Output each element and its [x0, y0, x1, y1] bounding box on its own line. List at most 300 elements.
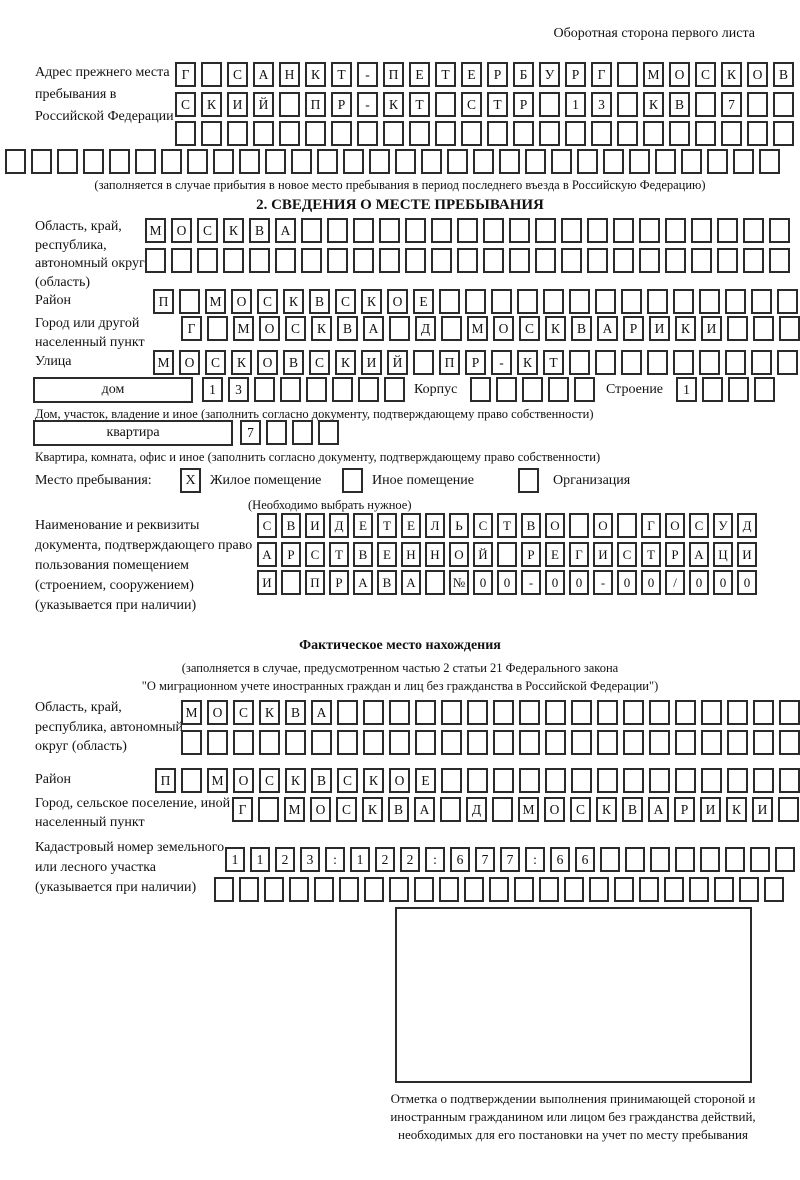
char-cell[interactable]: Т: [497, 513, 517, 538]
char-cell[interactable]: Г: [641, 513, 661, 538]
char-cell[interactable]: [464, 877, 484, 902]
char-cell[interactable]: [227, 121, 248, 146]
char-cell[interactable]: С: [257, 513, 277, 538]
char-cell[interactable]: 1: [676, 377, 697, 402]
char-cell[interactable]: Д: [415, 316, 436, 341]
char-cell[interactable]: [514, 877, 534, 902]
char-cell[interactable]: Е: [413, 289, 434, 314]
char-cell[interactable]: С: [175, 92, 196, 117]
house-number-row[interactable]: [202, 377, 410, 402]
char-cell[interactable]: А: [401, 570, 421, 595]
char-cell[interactable]: Р: [521, 542, 541, 567]
char-cell[interactable]: 0: [497, 570, 517, 595]
char-cell[interactable]: [470, 377, 491, 402]
char-cell[interactable]: [589, 877, 609, 902]
char-cell[interactable]: 1: [350, 847, 370, 872]
char-cell[interactable]: [57, 149, 78, 174]
prev-address-row-3[interactable]: [175, 121, 799, 146]
char-cell[interactable]: [187, 149, 208, 174]
char-cell[interactable]: Р: [331, 92, 352, 117]
actual-region-row-2[interactable]: [181, 730, 800, 755]
char-cell[interactable]: В: [669, 92, 690, 117]
char-cell[interactable]: [753, 700, 774, 725]
char-cell[interactable]: [259, 730, 280, 755]
char-cell[interactable]: К: [721, 62, 742, 87]
prev-address-row-4[interactable]: [5, 149, 785, 174]
flat-type-box[interactable]: квартира: [33, 420, 233, 446]
char-cell[interactable]: А: [257, 542, 277, 567]
char-cell[interactable]: -: [521, 570, 541, 595]
char-cell[interactable]: [571, 730, 592, 755]
char-cell[interactable]: Л: [425, 513, 445, 538]
char-cell[interactable]: [109, 149, 130, 174]
char-cell[interactable]: [673, 289, 694, 314]
char-cell[interactable]: [179, 289, 200, 314]
char-cell[interactable]: [467, 700, 488, 725]
char-cell[interactable]: [519, 700, 540, 725]
char-cell[interactable]: [551, 149, 572, 174]
char-cell[interactable]: [779, 700, 800, 725]
char-cell[interactable]: [214, 877, 234, 902]
char-cell[interactable]: [207, 730, 228, 755]
char-cell[interactable]: Ь: [449, 513, 469, 538]
char-cell[interactable]: [435, 92, 456, 117]
char-cell[interactable]: М: [153, 350, 174, 375]
char-cell[interactable]: К: [305, 62, 326, 87]
char-cell[interactable]: [431, 248, 452, 273]
char-cell[interactable]: 0: [545, 570, 565, 595]
char-cell[interactable]: К: [362, 797, 383, 822]
char-cell[interactable]: [773, 92, 794, 117]
char-cell[interactable]: [728, 377, 749, 402]
char-cell[interactable]: [617, 62, 638, 87]
char-cell[interactable]: Ц: [713, 542, 733, 567]
char-cell[interactable]: [358, 377, 379, 402]
char-cell[interactable]: [389, 730, 410, 755]
char-cell[interactable]: [707, 149, 728, 174]
char-cell[interactable]: П: [155, 768, 176, 793]
char-cell[interactable]: [655, 149, 676, 174]
char-cell[interactable]: [337, 700, 358, 725]
char-cell[interactable]: С: [197, 218, 218, 243]
char-cell[interactable]: Т: [435, 62, 456, 87]
char-cell[interactable]: [681, 149, 702, 174]
char-cell[interactable]: 2: [375, 847, 395, 872]
char-cell[interactable]: К: [335, 350, 356, 375]
char-cell[interactable]: [327, 218, 348, 243]
char-cell[interactable]: [759, 149, 780, 174]
char-cell[interactable]: [649, 700, 670, 725]
char-cell[interactable]: [497, 542, 517, 567]
char-cell[interactable]: [747, 92, 768, 117]
char-cell[interactable]: [673, 350, 694, 375]
char-cell[interactable]: [545, 768, 566, 793]
char-cell[interactable]: [280, 377, 301, 402]
char-cell[interactable]: 0: [641, 570, 661, 595]
char-cell[interactable]: [665, 248, 686, 273]
char-cell[interactable]: [539, 92, 560, 117]
char-cell[interactable]: [561, 218, 582, 243]
char-cell[interactable]: [457, 218, 478, 243]
char-cell[interactable]: О: [257, 350, 278, 375]
char-cell[interactable]: В: [773, 62, 794, 87]
char-cell[interactable]: [439, 289, 460, 314]
char-cell[interactable]: Т: [329, 542, 349, 567]
char-cell[interactable]: [493, 700, 514, 725]
char-cell[interactable]: [483, 218, 504, 243]
char-cell[interactable]: [291, 149, 312, 174]
char-cell[interactable]: [413, 350, 434, 375]
char-cell[interactable]: В: [337, 316, 358, 341]
char-cell[interactable]: [379, 248, 400, 273]
char-cell[interactable]: Г: [591, 62, 612, 87]
char-cell[interactable]: [213, 149, 234, 174]
char-cell[interactable]: Е: [415, 768, 436, 793]
char-cell[interactable]: О: [544, 797, 565, 822]
char-cell[interactable]: Е: [353, 513, 373, 538]
char-cell[interactable]: [239, 877, 259, 902]
char-cell[interactable]: [441, 316, 462, 341]
char-cell[interactable]: М: [205, 289, 226, 314]
char-cell[interactable]: [564, 877, 584, 902]
char-cell[interactable]: 7: [475, 847, 495, 872]
char-cell[interactable]: [384, 377, 405, 402]
char-cell[interactable]: К: [223, 218, 244, 243]
char-cell[interactable]: [754, 377, 775, 402]
char-cell[interactable]: Е: [461, 62, 482, 87]
char-cell[interactable]: [175, 121, 196, 146]
char-cell[interactable]: 6: [575, 847, 595, 872]
char-cell[interactable]: О: [207, 700, 228, 725]
char-cell[interactable]: М: [284, 797, 305, 822]
char-cell[interactable]: К: [596, 797, 617, 822]
char-cell[interactable]: Е: [377, 542, 397, 567]
char-cell[interactable]: [591, 121, 612, 146]
char-cell[interactable]: М: [518, 797, 539, 822]
char-cell[interactable]: [629, 149, 650, 174]
char-cell[interactable]: [702, 377, 723, 402]
char-cell[interactable]: [311, 730, 332, 755]
char-cell[interactable]: [467, 730, 488, 755]
char-cell[interactable]: В: [249, 218, 270, 243]
char-cell[interactable]: [691, 248, 712, 273]
char-cell[interactable]: [425, 570, 445, 595]
char-cell[interactable]: [777, 289, 798, 314]
char-cell[interactable]: [621, 289, 642, 314]
char-cell[interactable]: :: [425, 847, 445, 872]
actual-city-row[interactable]: [232, 797, 800, 822]
char-cell[interactable]: -: [357, 92, 378, 117]
char-cell[interactable]: К: [675, 316, 696, 341]
char-cell[interactable]: [714, 877, 734, 902]
char-cell[interactable]: [383, 121, 404, 146]
char-cell[interactable]: И: [361, 350, 382, 375]
char-cell[interactable]: [525, 149, 546, 174]
char-cell[interactable]: [239, 149, 260, 174]
region-row-1[interactable]: [145, 218, 795, 243]
char-cell[interactable]: [577, 149, 598, 174]
char-cell[interactable]: [717, 218, 738, 243]
char-cell[interactable]: В: [388, 797, 409, 822]
char-cell[interactable]: [389, 316, 410, 341]
char-cell[interactable]: Т: [377, 513, 397, 538]
char-cell[interactable]: [363, 730, 384, 755]
char-cell[interactable]: [639, 248, 660, 273]
char-cell[interactable]: [339, 877, 359, 902]
char-cell[interactable]: [289, 877, 309, 902]
char-cell[interactable]: [197, 248, 218, 273]
char-cell[interactable]: [343, 149, 364, 174]
char-cell[interactable]: [639, 218, 660, 243]
char-cell[interactable]: [647, 350, 668, 375]
checkbox-residential[interactable]: X: [180, 468, 201, 493]
stroenie-row[interactable]: [676, 377, 780, 402]
char-cell[interactable]: [405, 218, 426, 243]
char-cell[interactable]: [773, 121, 794, 146]
char-cell[interactable]: [499, 149, 520, 174]
char-cell[interactable]: [305, 121, 326, 146]
char-cell[interactable]: [517, 289, 538, 314]
char-cell[interactable]: А: [253, 62, 274, 87]
char-cell[interactable]: [643, 121, 664, 146]
char-cell[interactable]: К: [643, 92, 664, 117]
char-cell[interactable]: С: [519, 316, 540, 341]
char-cell[interactable]: [405, 248, 426, 273]
char-cell[interactable]: [457, 248, 478, 273]
char-cell[interactable]: [415, 700, 436, 725]
char-cell[interactable]: [181, 730, 202, 755]
char-cell[interactable]: [699, 350, 720, 375]
char-cell[interactable]: [161, 149, 182, 174]
char-cell[interactable]: О: [231, 289, 252, 314]
char-cell[interactable]: [249, 248, 270, 273]
char-cell[interactable]: Й: [387, 350, 408, 375]
char-cell[interactable]: [779, 316, 800, 341]
char-cell[interactable]: 1: [565, 92, 586, 117]
char-cell[interactable]: К: [361, 289, 382, 314]
char-cell[interactable]: Й: [253, 92, 274, 117]
char-cell[interactable]: [777, 350, 798, 375]
char-cell[interactable]: [545, 730, 566, 755]
char-cell[interactable]: [721, 121, 742, 146]
char-cell[interactable]: А: [689, 542, 709, 567]
char-cell[interactable]: В: [377, 570, 397, 595]
char-cell[interactable]: [647, 289, 668, 314]
char-cell[interactable]: К: [283, 289, 304, 314]
char-cell[interactable]: [447, 149, 468, 174]
char-cell[interactable]: В: [353, 542, 373, 567]
char-cell[interactable]: [623, 700, 644, 725]
char-cell[interactable]: [617, 121, 638, 146]
char-cell[interactable]: 2: [275, 847, 295, 872]
char-cell[interactable]: [675, 700, 696, 725]
char-cell[interactable]: [699, 289, 720, 314]
char-cell[interactable]: С: [617, 542, 637, 567]
char-cell[interactable]: [317, 149, 338, 174]
char-cell[interactable]: 7: [500, 847, 520, 872]
char-cell[interactable]: [751, 350, 772, 375]
cadastre-row-2[interactable]: [214, 877, 789, 902]
street-row[interactable]: [153, 350, 800, 375]
char-cell[interactable]: [254, 377, 275, 402]
char-cell[interactable]: [727, 730, 748, 755]
actual-district-row[interactable]: [155, 768, 800, 793]
char-cell[interactable]: О: [545, 513, 565, 538]
char-cell[interactable]: Е: [401, 513, 421, 538]
char-cell[interactable]: С: [689, 513, 709, 538]
char-cell[interactable]: [233, 730, 254, 755]
char-cell[interactable]: И: [257, 570, 277, 595]
char-cell[interactable]: [31, 149, 52, 174]
char-cell[interactable]: С: [570, 797, 591, 822]
korpus-row[interactable]: [470, 377, 600, 402]
char-cell[interactable]: [561, 248, 582, 273]
char-cell[interactable]: [727, 316, 748, 341]
char-cell[interactable]: [275, 248, 296, 273]
char-cell[interactable]: [414, 877, 434, 902]
char-cell[interactable]: Б: [513, 62, 534, 87]
char-cell[interactable]: И: [737, 542, 757, 567]
char-cell[interactable]: К: [363, 768, 384, 793]
char-cell[interactable]: [353, 218, 374, 243]
char-cell[interactable]: К: [517, 350, 538, 375]
char-cell[interactable]: [264, 877, 284, 902]
char-cell[interactable]: О: [310, 797, 331, 822]
char-cell[interactable]: С: [337, 768, 358, 793]
char-cell[interactable]: И: [700, 797, 721, 822]
char-cell[interactable]: [595, 350, 616, 375]
char-cell[interactable]: [171, 248, 192, 273]
char-cell[interactable]: [764, 877, 784, 902]
char-cell[interactable]: 7: [721, 92, 742, 117]
char-cell[interactable]: [675, 847, 695, 872]
char-cell[interactable]: [145, 248, 166, 273]
char-cell[interactable]: [327, 248, 348, 273]
char-cell[interactable]: [753, 768, 774, 793]
char-cell[interactable]: [779, 730, 800, 755]
char-cell[interactable]: [614, 877, 634, 902]
char-cell[interactable]: [639, 877, 659, 902]
char-cell[interactable]: С: [335, 289, 356, 314]
confirmation-mark-box[interactable]: [395, 907, 752, 1083]
char-cell[interactable]: М: [233, 316, 254, 341]
char-cell[interactable]: [389, 700, 410, 725]
char-cell[interactable]: 0: [689, 570, 709, 595]
char-cell[interactable]: [435, 121, 456, 146]
char-cell[interactable]: И: [649, 316, 670, 341]
char-cell[interactable]: Р: [487, 62, 508, 87]
char-cell[interactable]: [597, 700, 618, 725]
char-cell[interactable]: Е: [409, 62, 430, 87]
char-cell[interactable]: О: [387, 289, 408, 314]
char-cell[interactable]: [700, 847, 720, 872]
char-cell[interactable]: [625, 847, 645, 872]
char-cell[interactable]: [489, 877, 509, 902]
char-cell[interactable]: К: [231, 350, 252, 375]
char-cell[interactable]: И: [593, 542, 613, 567]
char-cell[interactable]: [675, 730, 696, 755]
char-cell[interactable]: Т: [641, 542, 661, 567]
char-cell[interactable]: [733, 149, 754, 174]
char-cell[interactable]: [519, 730, 540, 755]
char-cell[interactable]: В: [283, 350, 304, 375]
char-cell[interactable]: 0: [569, 570, 589, 595]
char-cell[interactable]: [467, 768, 488, 793]
char-cell[interactable]: П: [153, 289, 174, 314]
char-cell[interactable]: [519, 768, 540, 793]
char-cell[interactable]: /: [665, 570, 685, 595]
district-row[interactable]: [153, 289, 800, 314]
char-cell[interactable]: С: [285, 316, 306, 341]
char-cell[interactable]: [543, 289, 564, 314]
actual-region-row-1[interactable]: [181, 700, 800, 725]
char-cell[interactable]: -: [593, 570, 613, 595]
char-cell[interactable]: Р: [513, 92, 534, 117]
char-cell[interactable]: А: [311, 700, 332, 725]
char-cell[interactable]: [565, 121, 586, 146]
char-cell[interactable]: [409, 121, 430, 146]
char-cell[interactable]: [314, 877, 334, 902]
char-cell[interactable]: О: [593, 513, 613, 538]
char-cell[interactable]: [292, 420, 313, 445]
char-cell[interactable]: [279, 92, 300, 117]
char-cell[interactable]: [779, 768, 800, 793]
char-cell[interactable]: :: [325, 847, 345, 872]
char-cell[interactable]: [617, 513, 637, 538]
char-cell[interactable]: Н: [401, 542, 421, 567]
char-cell[interactable]: 6: [450, 847, 470, 872]
char-cell[interactable]: [725, 350, 746, 375]
char-cell[interactable]: Р: [465, 350, 486, 375]
char-cell[interactable]: [535, 248, 556, 273]
char-cell[interactable]: В: [285, 700, 306, 725]
char-cell[interactable]: 1: [225, 847, 245, 872]
char-cell[interactable]: С: [473, 513, 493, 538]
char-cell[interactable]: Е: [545, 542, 565, 567]
char-cell[interactable]: [613, 218, 634, 243]
char-cell[interactable]: С: [259, 768, 280, 793]
char-cell[interactable]: [539, 121, 560, 146]
char-cell[interactable]: И: [227, 92, 248, 117]
char-cell[interactable]: М: [145, 218, 166, 243]
char-cell[interactable]: В: [571, 316, 592, 341]
char-cell[interactable]: [725, 847, 745, 872]
char-cell[interactable]: О: [389, 768, 410, 793]
char-cell[interactable]: К: [259, 700, 280, 725]
char-cell[interactable]: [364, 877, 384, 902]
region-row-2[interactable]: [145, 248, 795, 273]
char-cell[interactable]: [421, 149, 442, 174]
char-cell[interactable]: [691, 218, 712, 243]
char-cell[interactable]: [695, 121, 716, 146]
char-cell[interactable]: [513, 121, 534, 146]
prev-address-row-2[interactable]: [175, 92, 799, 117]
char-cell[interactable]: [465, 289, 486, 314]
char-cell[interactable]: П: [305, 570, 325, 595]
char-cell[interactable]: Р: [674, 797, 695, 822]
char-cell[interactable]: [751, 289, 772, 314]
char-cell[interactable]: [441, 700, 462, 725]
char-cell[interactable]: [83, 149, 104, 174]
char-cell[interactable]: [363, 700, 384, 725]
char-cell[interactable]: К: [545, 316, 566, 341]
char-cell[interactable]: [587, 248, 608, 273]
char-cell[interactable]: 1: [250, 847, 270, 872]
char-cell[interactable]: [569, 350, 590, 375]
char-cell[interactable]: 0: [473, 570, 493, 595]
char-cell[interactable]: О: [665, 513, 685, 538]
char-cell[interactable]: М: [467, 316, 488, 341]
